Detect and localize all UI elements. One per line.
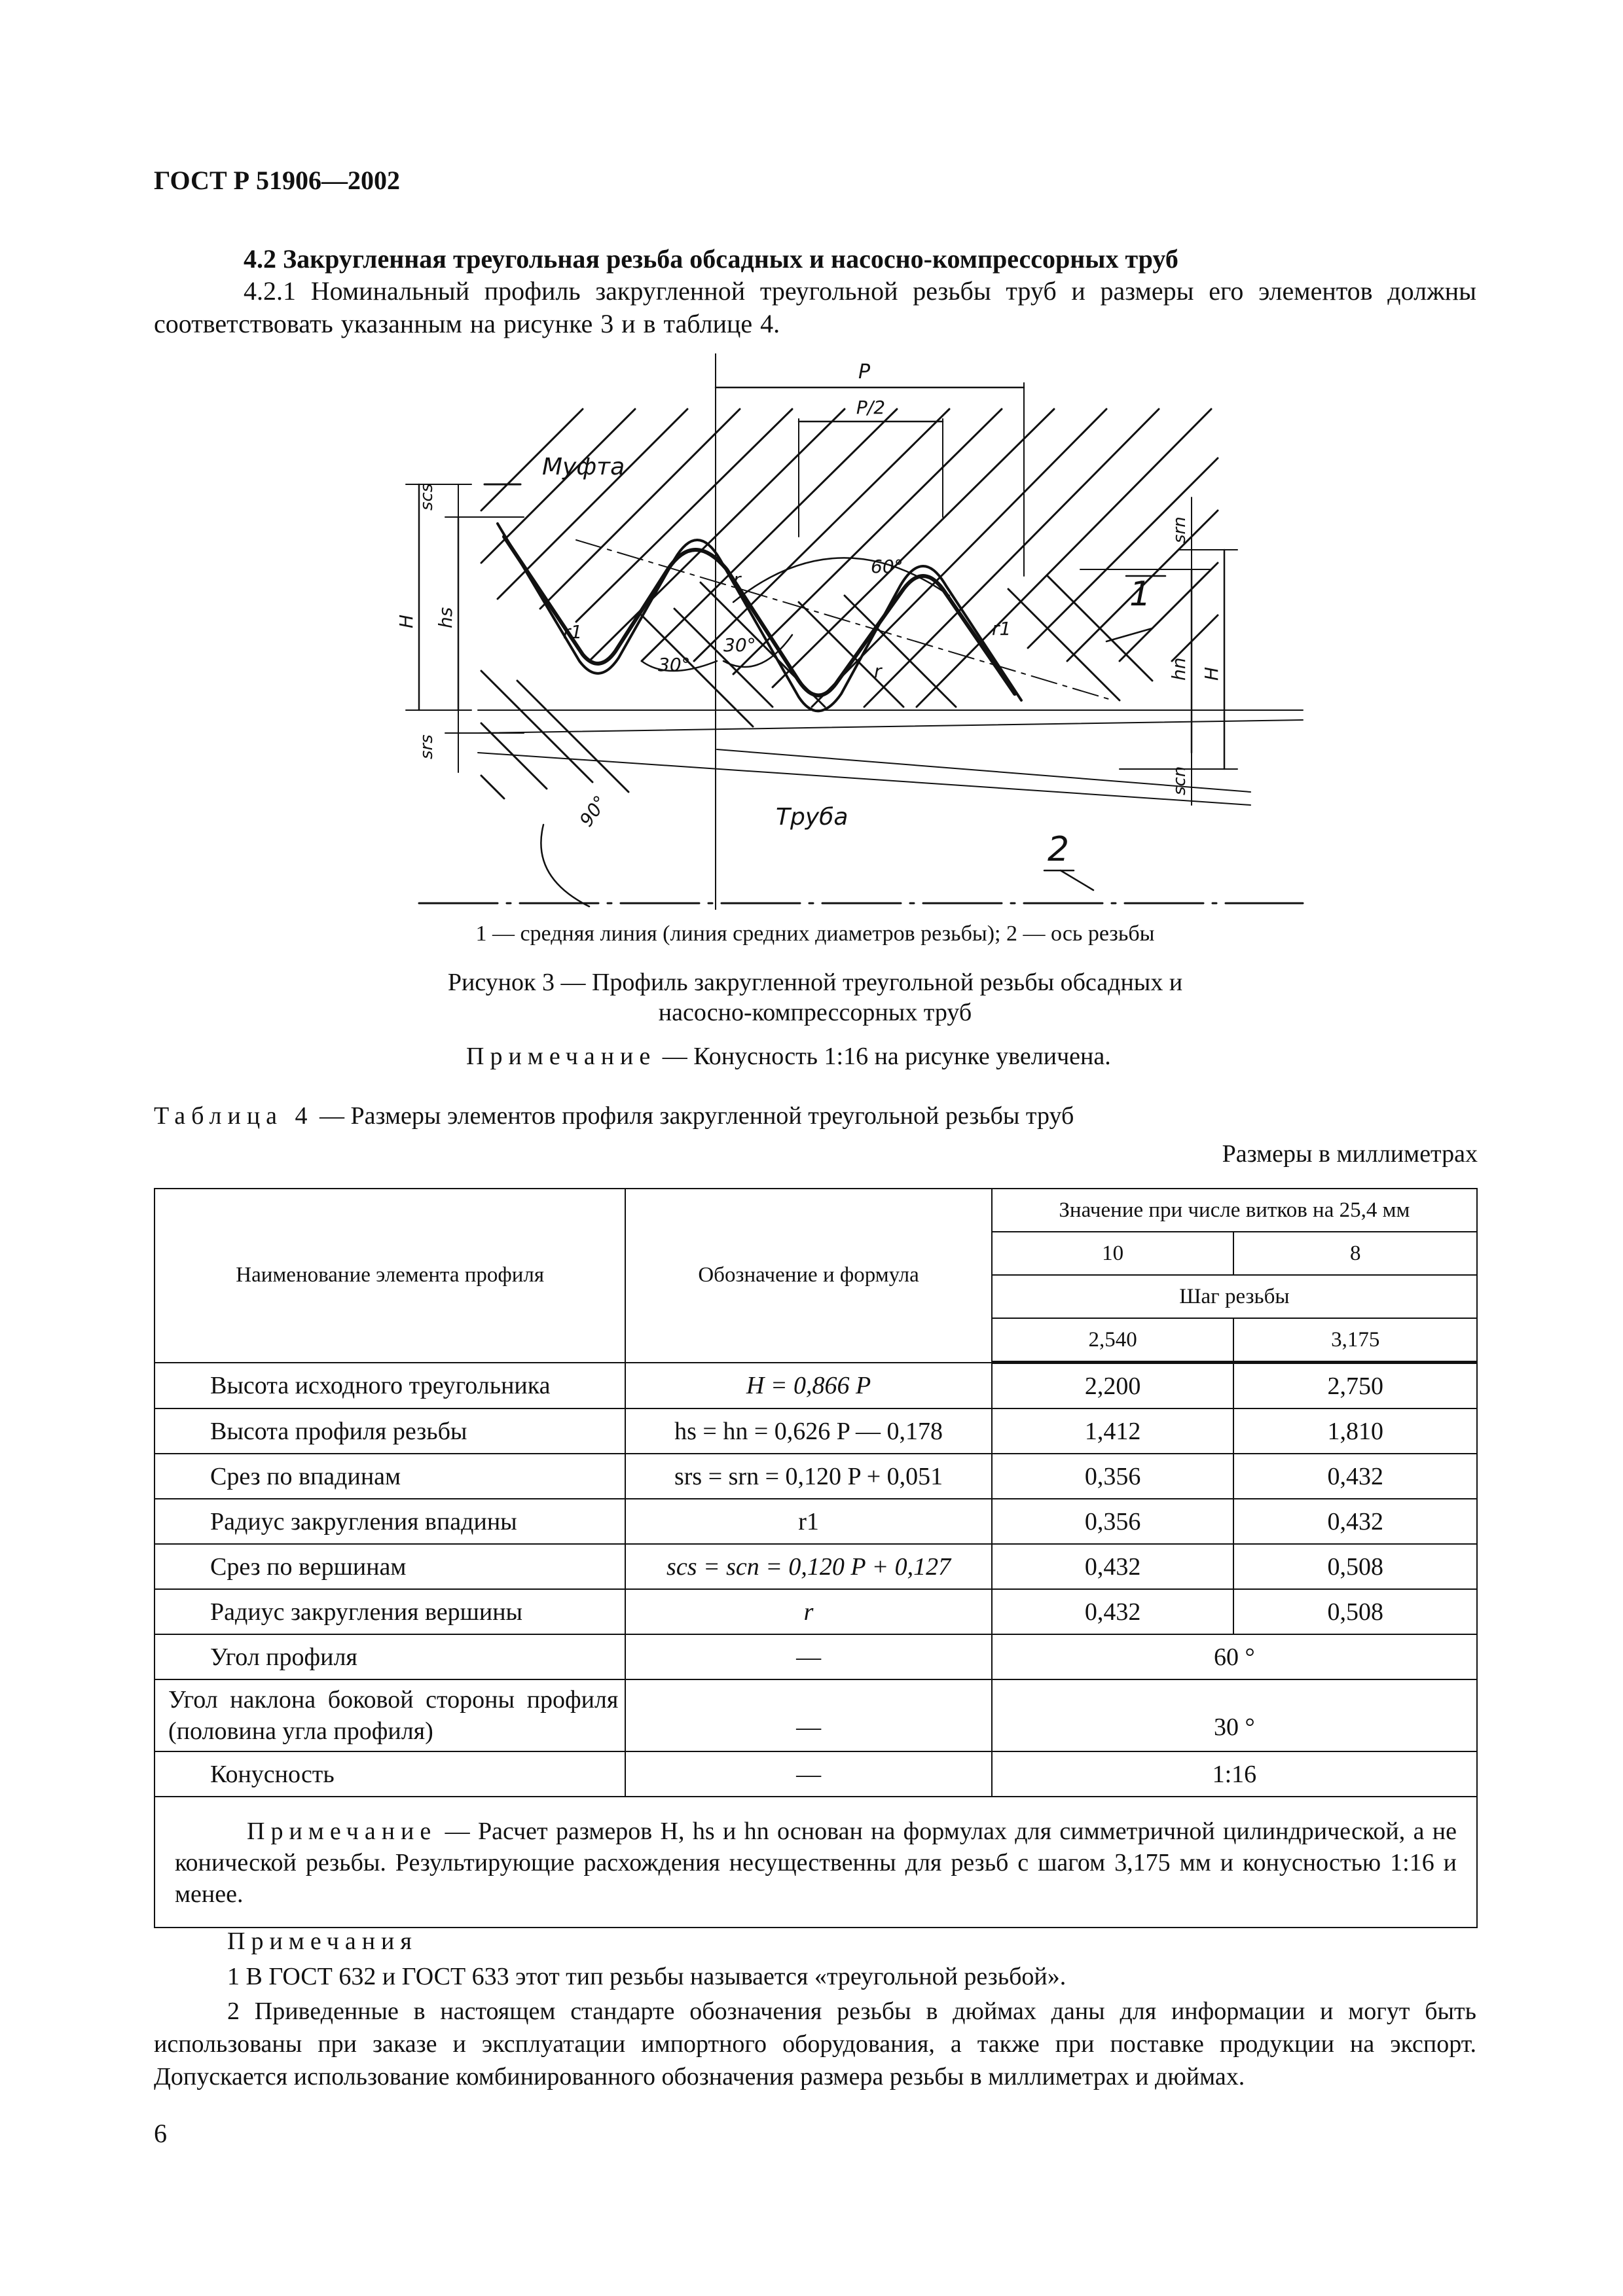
intro-paragraph: 4.2.1 Номинальный профиль закругленной треугольной резьбы труб и размеры его элементов должны соответствовать указанным на рисунке 3 и в таблице 4. xyxy=(154,276,1476,338)
thread-profile-figure xyxy=(367,353,1322,910)
table-note-text: — Расчет размеров H, hs и hn основан на формулах для симметричной цилиндрической, а не конической резьбы. Результирующие расхождения несущественны для резьб с шагом 3,175 мм и конусностью 1:16 и менее. xyxy=(175,1818,1457,1908)
label-H-right: H xyxy=(1201,666,1222,681)
label-hn: hn xyxy=(1168,657,1190,681)
row-formula: — xyxy=(625,1751,991,1797)
figure-legend: 1 — средняя линия (линия средних диаметров резьбы); 2 — ось резьбы xyxy=(475,922,1155,946)
label-pipe: Труба xyxy=(776,804,848,831)
table-row xyxy=(155,1499,1477,1544)
label-P-half: P/2 xyxy=(856,397,886,418)
table-note-row xyxy=(155,1797,1477,1928)
row-value-b: 0,432 xyxy=(1233,1454,1477,1499)
section-title: 4.2 Закругленная треугольная резьба обсадных и насосно-компрессорных труб xyxy=(244,244,1178,274)
figure-note xyxy=(466,1042,1111,1071)
table-row xyxy=(155,1454,1477,1499)
row-value-a: 1,412 xyxy=(992,1408,1234,1454)
figure-note-label: Примечание xyxy=(466,1043,657,1070)
figure-note-text: — Конусность 1:16 на рисунке увеличена. xyxy=(656,1043,1111,1070)
label-angle-90: 90° xyxy=(575,791,612,831)
row-value: 1:16 xyxy=(992,1751,1477,1797)
label-r1-right: r1 xyxy=(992,618,1012,639)
table-row xyxy=(155,1589,1477,1634)
table-note-label: Примечание xyxy=(247,1818,437,1845)
label-angle-60: 60° xyxy=(871,556,903,577)
header-formula: Обозначение и формула xyxy=(625,1189,991,1363)
row-name: Высота профиля резьбы xyxy=(155,1408,625,1454)
row-value: 60 ° xyxy=(992,1634,1477,1679)
callout-2: 2 xyxy=(1048,830,1070,869)
row-name: Угол профиля xyxy=(155,1634,625,1679)
callout-1: 1 xyxy=(1129,575,1152,614)
label-srs: srs xyxy=(417,734,437,759)
row-name: Срез по впадинам xyxy=(155,1454,625,1499)
row-value-a: 2,200 xyxy=(992,1363,1234,1409)
figure-caption-line2: насосно-компрессорных труб xyxy=(658,999,972,1026)
table-caption-text: — Размеры элементов профиля закругленной треугольной резьбы труб xyxy=(313,1102,1074,1130)
label-scn: scn xyxy=(1170,766,1190,795)
figure-caption-line1: Рисунок 3 — Профиль закругленной треугольной резьбы обсадных и xyxy=(447,969,1183,996)
label-coupling: Муфта xyxy=(542,454,625,480)
row-value-b: 1,810 xyxy=(1233,1408,1477,1454)
note-item-1: 1 В ГОСТ 632 и ГОСТ 633 этот тип резьбы называется «треугольной резьбой». xyxy=(227,1963,1067,1990)
row-value-b: 0,508 xyxy=(1233,1589,1477,1634)
row-formula: r1 xyxy=(625,1499,991,1544)
row-formula: H = 0,866 P xyxy=(625,1363,991,1409)
label-r: r xyxy=(733,569,741,590)
table-row xyxy=(155,1634,1477,1679)
table-row xyxy=(155,1544,1477,1589)
row-name: Радиус закругления вершины xyxy=(155,1589,625,1634)
row-formula: r xyxy=(625,1589,991,1634)
notes-heading: Примечания xyxy=(227,1928,418,1955)
row-formula: scs = scn = 0,120 P + 0,127 xyxy=(625,1544,991,1589)
label-r-low: r xyxy=(874,660,882,682)
row-formula: — xyxy=(625,1634,991,1679)
row-name: Высота исходного треугольника xyxy=(155,1363,625,1409)
table-label: Таблица 4 xyxy=(154,1102,314,1130)
header-element-name: Наименование элемента профиля xyxy=(155,1189,625,1363)
header-value: Значение при числе витков на 25,4 мм xyxy=(992,1189,1477,1232)
row-formula: srs = srn = 0,120 P + 0,051 xyxy=(625,1454,991,1499)
table-units: Размеры в миллиметрах xyxy=(1222,1140,1478,1168)
row-name: Срез по вершинам xyxy=(155,1544,625,1589)
label-hs: hs xyxy=(435,607,456,628)
note-item-2: 2 Приведенные в настоящем стандарте обозначения резьбы в дюймах даны для информации и могут быть использованы при заказе и эксплуатации импортного оборудования, а также при поставке продукции на экспорт. Допускается использование комбинированного обозначения размера резьбы в миллиметрах и дюймах. xyxy=(154,1998,1476,2090)
document-header: ГОСТ Р 51906—2002 xyxy=(154,166,401,195)
label-scs: scs xyxy=(417,483,437,511)
row-value-b: 2,750 xyxy=(1233,1363,1477,1409)
figure-caption xyxy=(154,967,1476,1028)
row-value-a: 0,356 xyxy=(992,1499,1234,1544)
header-pitch-b: 3,175 xyxy=(1233,1318,1477,1363)
label-P: P xyxy=(858,361,871,384)
table-row xyxy=(155,1408,1477,1454)
row-formula: — xyxy=(625,1679,991,1751)
label-H-left: H xyxy=(395,614,417,628)
row-value-a: 0,356 xyxy=(992,1454,1234,1499)
row-value-a: 0,432 xyxy=(992,1544,1234,1589)
row-value-b: 0,508 xyxy=(1233,1544,1477,1589)
table-caption xyxy=(154,1102,1074,1130)
header-pitch: Шаг резьбы xyxy=(992,1275,1477,1318)
header-turns-10: 10 xyxy=(992,1232,1234,1275)
label-angle-30b: 30° xyxy=(723,634,756,656)
table-row xyxy=(155,1751,1477,1797)
row-value-b: 0,432 xyxy=(1233,1499,1477,1544)
header-pitch-a: 2,540 xyxy=(992,1318,1234,1363)
row-value-a: 0,432 xyxy=(992,1589,1234,1634)
table-note xyxy=(155,1797,1477,1928)
row-name: Радиус закругления впадины xyxy=(155,1499,625,1544)
thread-dimensions-table xyxy=(154,1188,1478,1928)
table-row xyxy=(155,1679,1477,1751)
label-angle-30a: 30° xyxy=(658,654,691,675)
row-name: Угол наклона боковой стороны профиля (половина угла профиля) xyxy=(155,1679,625,1751)
label-r1-left: r1 xyxy=(563,621,583,643)
label-srn: srn xyxy=(1170,516,1190,543)
row-name: Конусность xyxy=(155,1751,625,1797)
table-row xyxy=(155,1363,1477,1409)
header-turns-8: 8 xyxy=(1233,1232,1477,1275)
row-value: 30 ° xyxy=(992,1679,1477,1751)
page-number: 6 xyxy=(154,2119,167,2148)
row-formula: hs = hn = 0,626 P — 0,178 xyxy=(625,1408,991,1454)
